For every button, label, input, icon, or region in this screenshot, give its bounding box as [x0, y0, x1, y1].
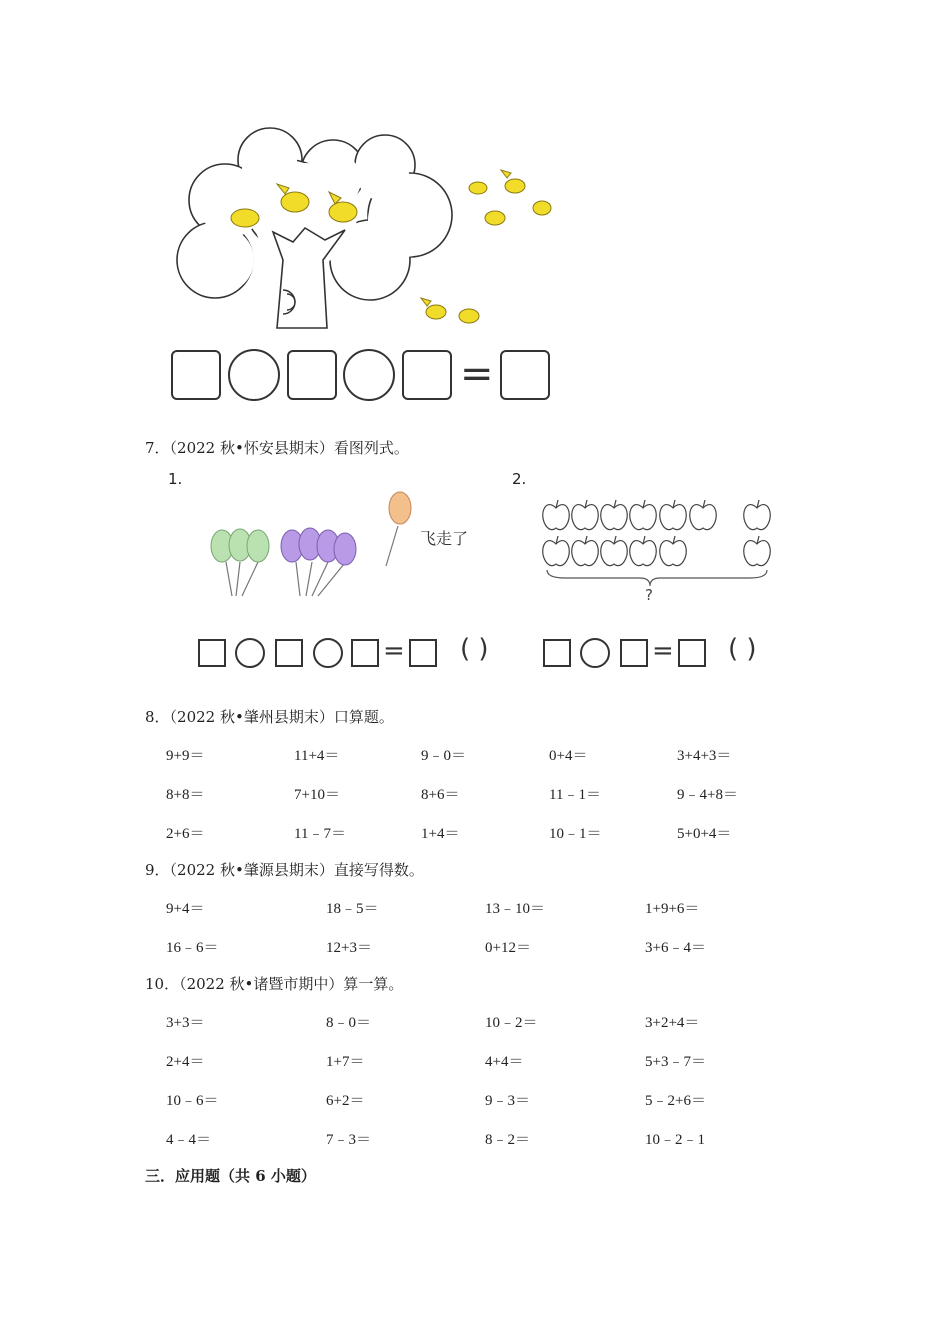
problem: 1+4＝	[421, 826, 460, 842]
answer-box[interactable]	[678, 639, 706, 667]
operator-circle[interactable]	[343, 349, 395, 401]
answer-box[interactable]	[409, 639, 437, 667]
question-9-title: 9．（2022 秋•肇源县期末）直接写得数。	[145, 861, 424, 879]
problem: 9﹣3＝	[485, 1093, 531, 1109]
question-7-title: 7．（2022 秋•怀安县期末）看图列式。	[145, 439, 409, 457]
operator-circle[interactable]	[580, 638, 610, 668]
operator-circle[interactable]	[235, 638, 265, 668]
tree-birds-illustration	[165, 120, 565, 335]
operator-circle[interactable]	[228, 349, 280, 401]
section-3-heading: 三．应用题（共 6 小题）	[145, 1167, 316, 1185]
problem: 5﹣2+6＝	[645, 1093, 706, 1109]
answer-box[interactable]	[275, 639, 303, 667]
part-2-label: 2.	[512, 470, 527, 488]
problem: 6+2＝	[326, 1093, 365, 1109]
problem: 3+2+4＝	[645, 1015, 700, 1031]
part-1-label: 1.	[168, 470, 183, 488]
problem: 4+4＝	[485, 1054, 524, 1070]
problem: 5+3﹣7＝	[645, 1054, 706, 1070]
problem: 10﹣6＝	[166, 1093, 219, 1109]
problem: 18﹣5＝	[326, 901, 379, 917]
problem: 8+6＝	[421, 787, 460, 803]
problem: 13﹣10＝	[485, 901, 546, 917]
problem: 0+12＝	[485, 940, 531, 956]
question-8-title: 8．（2022 秋•肇州县期末）口算题。	[145, 708, 394, 726]
problem: 8﹣2＝	[485, 1132, 531, 1148]
problem: 9﹣0＝	[421, 748, 467, 764]
problem: 3+6﹣4＝	[645, 940, 706, 956]
problem: 9+9＝	[166, 748, 205, 764]
answer-box[interactable]	[620, 639, 648, 667]
question-mark-label: ?	[645, 586, 653, 604]
problem: 10﹣2＝	[485, 1015, 538, 1031]
equals-sign: =	[652, 636, 674, 666]
problem: 7+10＝	[294, 787, 340, 803]
problem: 3+4+3＝	[677, 748, 732, 764]
answer-box[interactable]	[198, 639, 226, 667]
answer-box[interactable]	[402, 350, 452, 400]
problem: 3+3＝	[166, 1015, 205, 1031]
problem: 16﹣6＝	[166, 940, 219, 956]
problem: 0+4＝	[549, 748, 588, 764]
problem: 9﹣4+8＝	[677, 787, 738, 803]
problem: 10﹣1＝	[549, 826, 602, 842]
flyaway-label: 飞走了	[420, 529, 469, 548]
problem: 9+4＝	[166, 901, 205, 917]
problem: 7﹣3＝	[326, 1132, 372, 1148]
problem: 10﹣2﹣1	[645, 1132, 706, 1148]
operator-circle[interactable]	[313, 638, 343, 668]
problem: 1+7＝	[326, 1054, 365, 1070]
problem: 8+8＝	[166, 787, 205, 803]
problem: 4﹣4＝	[166, 1132, 212, 1148]
problem: 11+4＝	[294, 748, 340, 764]
problem: 2+4＝	[166, 1054, 205, 1070]
equals-sign: =	[460, 351, 494, 397]
answer-box[interactable]	[351, 639, 379, 667]
problem: 1+9+6＝	[645, 901, 700, 917]
question-10-title: 10．（2022 秋•诸暨市期中）算一算。	[145, 975, 404, 993]
problem: 11﹣7＝	[294, 826, 346, 842]
equals-sign: =	[383, 636, 405, 666]
answer-box[interactable]	[500, 350, 550, 400]
problem: 12+3＝	[326, 940, 372, 956]
problem: 2+6＝	[166, 826, 205, 842]
problem: 8﹣0＝	[326, 1015, 372, 1031]
problem: 5+0+4＝	[677, 826, 732, 842]
problem: 11﹣1＝	[549, 787, 601, 803]
answer-box[interactable]	[543, 639, 571, 667]
unit-parentheses[interactable]: ( )	[460, 634, 489, 664]
unit-parentheses[interactable]: ( )	[728, 634, 757, 664]
apples-illustration	[535, 490, 785, 605]
answer-box[interactable]	[287, 350, 337, 400]
answer-box[interactable]	[171, 350, 221, 400]
